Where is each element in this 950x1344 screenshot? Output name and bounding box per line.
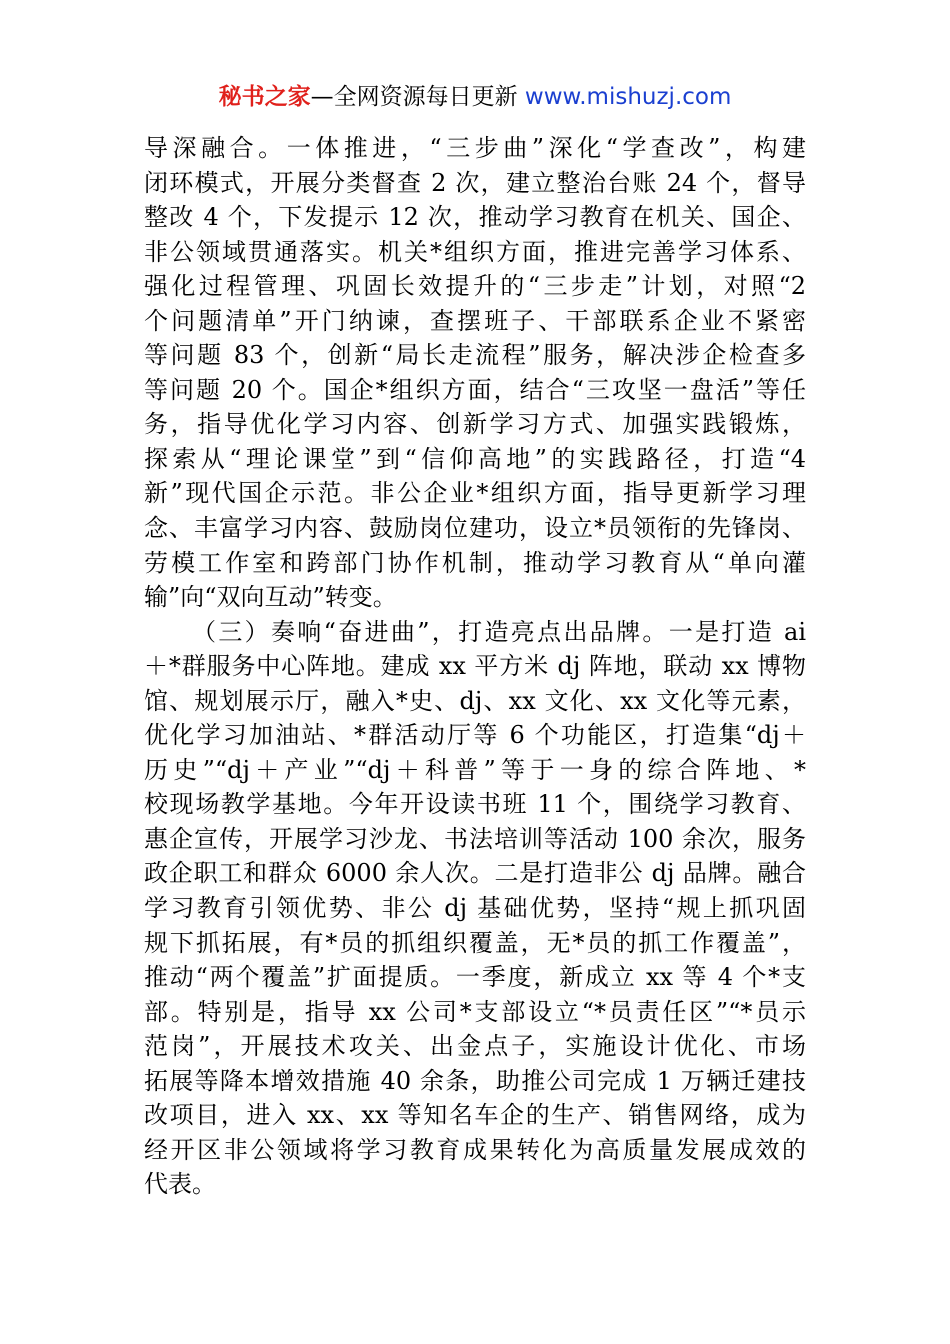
text-line: 馆、规划展示厅，融入*史、dj、xx 文化、xx 文化等元素， [144, 686, 806, 715]
text-line: 个问题清单”开门纳谏，查摆班子、干部联系企业不紧密 [144, 306, 806, 335]
text-line: 政企职工和群众 6000 余人次。二是打造非公 dj 品牌。融合 [144, 859, 806, 888]
section-heading-line: （三）奏响“奋进曲”，打造亮点出品牌。一是打造 ai [192, 617, 806, 646]
text-line: 经开区非公领域将学习教育成果转化为高质量发展成效的 [144, 1135, 806, 1164]
text-line: 强化过程管理、巩固长效提升的“三步走”计划，对照“2 [144, 272, 806, 301]
text-line: 整改 4 个，下发提示 12 次，推动学习教育在机关、国企、 [144, 203, 806, 232]
text-line: 新”现代国企示范。非公企业*组织方面，指导更新学习理 [144, 479, 806, 508]
text-line: 等问题 20 个。国企*组织方面，结合“三攻坚一盘活”等任 [144, 375, 806, 404]
text-line: 规下抓拓展，有*员的抓组织覆盖，无*员的抓工作覆盖”， [144, 928, 806, 957]
text-line: 学习教育引领优势、非公 dj 基础优势，坚持“规上抓巩固 [144, 894, 806, 923]
site-header [0, 80, 950, 114]
text-line: 部。特别是，指导 xx 公司*支部设立“*员责任区”“*员示 [144, 997, 806, 1026]
text-line: 等问题 83 个，创新“局长走流程”服务，解决涉企检查多 [144, 341, 806, 370]
text-line: 推动“两个覆盖”扩面提质。一季度，新成立 xx 等 4 个*支 [144, 963, 806, 992]
text-line: 念、丰富学习内容、鼓励岗位建功，设立*员领衔的先锋岗、 [144, 514, 806, 543]
text-line: 校现场教学基地。今年开设读书班 11 个，围绕学习教育、 [144, 790, 806, 819]
site-brand: 秘书之家 [218, 84, 311, 110]
text-line: 导深融合。一体推进，“三步曲”深化“学查改”，构建 [144, 134, 806, 162]
site-url-link[interactable]: www.mishuzj.com [524, 84, 732, 110]
text-line: 闭环模式，开展分类督查 2 次，建立整治台账 24 个，督导 [144, 168, 806, 197]
text-line: 惠企宣传，开展学习沙龙、书法培训等活动 100 余次，服务 [144, 824, 806, 853]
text-line: 输”向“双向互动”转变。 [144, 583, 397, 612]
text-line: 拓展等降本增效措施 40 余条，助推公司完成 1 万辆迁建技 [144, 1066, 806, 1095]
text-line: 探索从“理论课堂”到“信仰高地”的实践路径，打造“4 [144, 444, 806, 473]
site-tagline: —全网资源每日更新 [310, 84, 525, 110]
text-line: 代表。 [144, 1170, 216, 1199]
text-line: 范岗”，开展技术攻关、出金点子，实施设计优化、市场 [144, 1032, 806, 1061]
text-line: 务，指导优化学习内容、创新学习方式、加强实践锻炼， [144, 410, 806, 439]
text-line: 改项目，进入 xx、xx 等知名车企的生产、销售网络，成为 [144, 1101, 806, 1130]
text-line: 非公领域贯通落实。机关*组织方面，推进完善学习体系、 [144, 237, 806, 266]
text-line: ＋*群服务中心阵地。建成 xx 平方米 dj 阵地，联动 xx 博物 [144, 652, 806, 681]
text-line: 优化学习加油站、*群活动厅等 6 个功能区，打造集“dj＋ [144, 721, 806, 750]
document-body [144, 131, 806, 1202]
text-line: 历史”“dj＋产业”“dj＋科普”等于一身的综合阵地、* [144, 755, 806, 784]
text-line: 劳模工作室和跨部门协作机制，推动学习教育从“单向灌 [144, 548, 806, 577]
